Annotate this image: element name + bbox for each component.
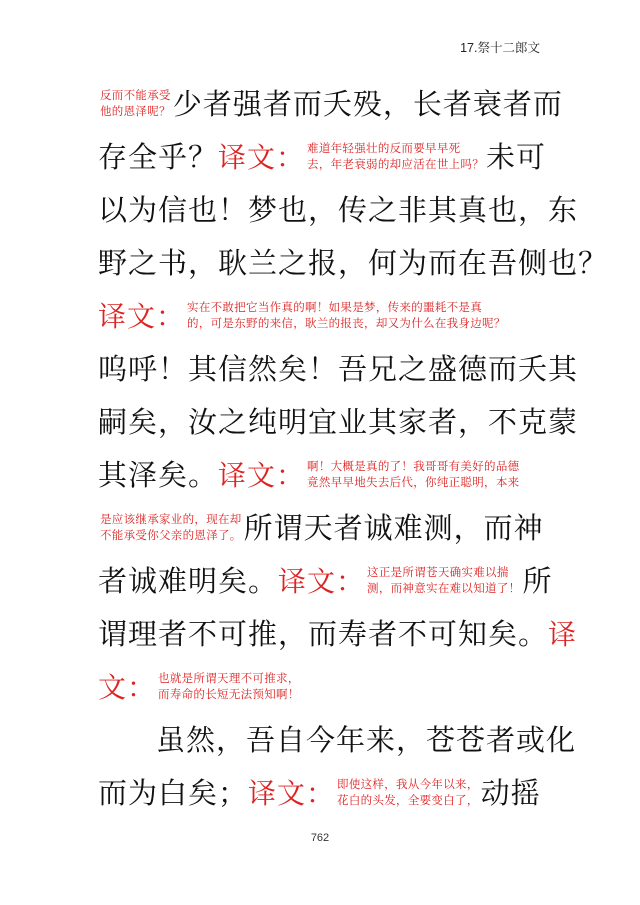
translation-label: 文： <box>98 670 157 704</box>
original-text: 呜呼！其信然矣！吾兄之盛德而夭其 <box>98 352 579 386</box>
annotation: 难道年轻强壮的反而要早早死 去，年老衰弱的却应活在世上吗？ <box>307 140 485 171</box>
original-text: 者诚难明矣。 <box>98 564 279 598</box>
document-body <box>98 76 609 818</box>
original-text: 嗣矣，汝之纯明宜业其家者，不克蒙 <box>98 405 579 439</box>
original-text: 其泽矣。 <box>98 458 219 492</box>
annotation: 啊！大概是真的了！我哥哥有美好的品德 竟然早早地失去后代，你纯正聪明，本来 <box>307 458 520 489</box>
annotation: 也就是所谓天理不可推求， 而寿命的长短无法预知啊！ <box>158 670 300 701</box>
text-line-7 <box>98 394 579 447</box>
original-text: 以为信也！梦也，传之非其真也，东 <box>98 193 579 227</box>
text-line-13 <box>98 712 577 765</box>
annotation: 反而不能承受 他的恩泽呢？ <box>100 87 171 118</box>
original-text: 存全乎？ <box>98 140 219 174</box>
original-text: 而为白矣； <box>98 776 249 810</box>
text-line-14 <box>98 765 548 818</box>
annotation: 实在不敢把它当作真的啊！如果是梦，传来的噩耗不是真 的，可是东野的来信，耿兰的报丧，却又为什么在我身边呢？ <box>187 299 506 330</box>
annotation: 即使这样，我从今年以来， 花白的头发，全要变白了， <box>337 776 479 807</box>
text-line-10 <box>98 553 553 606</box>
original-text: 少者强者而夭殁，长者衰者而 <box>172 87 563 121</box>
text-line-4 <box>98 235 609 288</box>
translation-label: 译文： <box>98 299 186 333</box>
page-header: 17.祭十二郎文 <box>460 41 540 55</box>
original-text: 所 <box>522 564 553 598</box>
original-text: 谓理者不可推，而寿者不可知矣。 <box>98 617 549 651</box>
text-line-11 <box>98 606 578 659</box>
translation-label: 译 <box>548 617 578 651</box>
annotation: 这正是所谓苍天确实难以揣 测，而神意实在难以知道了！ <box>367 564 521 595</box>
translation-label: 译文： <box>218 458 306 492</box>
text-line-6 <box>98 341 579 394</box>
text-line-9 <box>98 500 548 553</box>
original-text: 野之书，耿兰之报，何为而在吾侧也？ <box>98 246 609 280</box>
text-line-8 <box>98 447 548 500</box>
translation-label: 译文： <box>218 140 306 174</box>
text-line-1 <box>98 76 563 129</box>
original-text: 未可 <box>486 140 547 174</box>
page-number: 762 <box>310 832 330 844</box>
text-line-2 <box>98 129 548 182</box>
original-text: 所谓天者诚难测，而神 <box>243 511 544 545</box>
original-text: 虽然，吾自今年来，苍苍者或化 <box>156 723 577 757</box>
translation-label: 译文： <box>278 564 366 598</box>
translation-label: 译文： <box>248 776 336 810</box>
original-text: 动摇 <box>480 776 541 810</box>
text-line-5 <box>98 288 548 341</box>
text-line-3 <box>98 182 579 235</box>
annotation: 是应该继承家业的，现在却 不能承受你父亲的恩泽了。 <box>100 511 242 542</box>
text-line-12 <box>98 659 548 712</box>
